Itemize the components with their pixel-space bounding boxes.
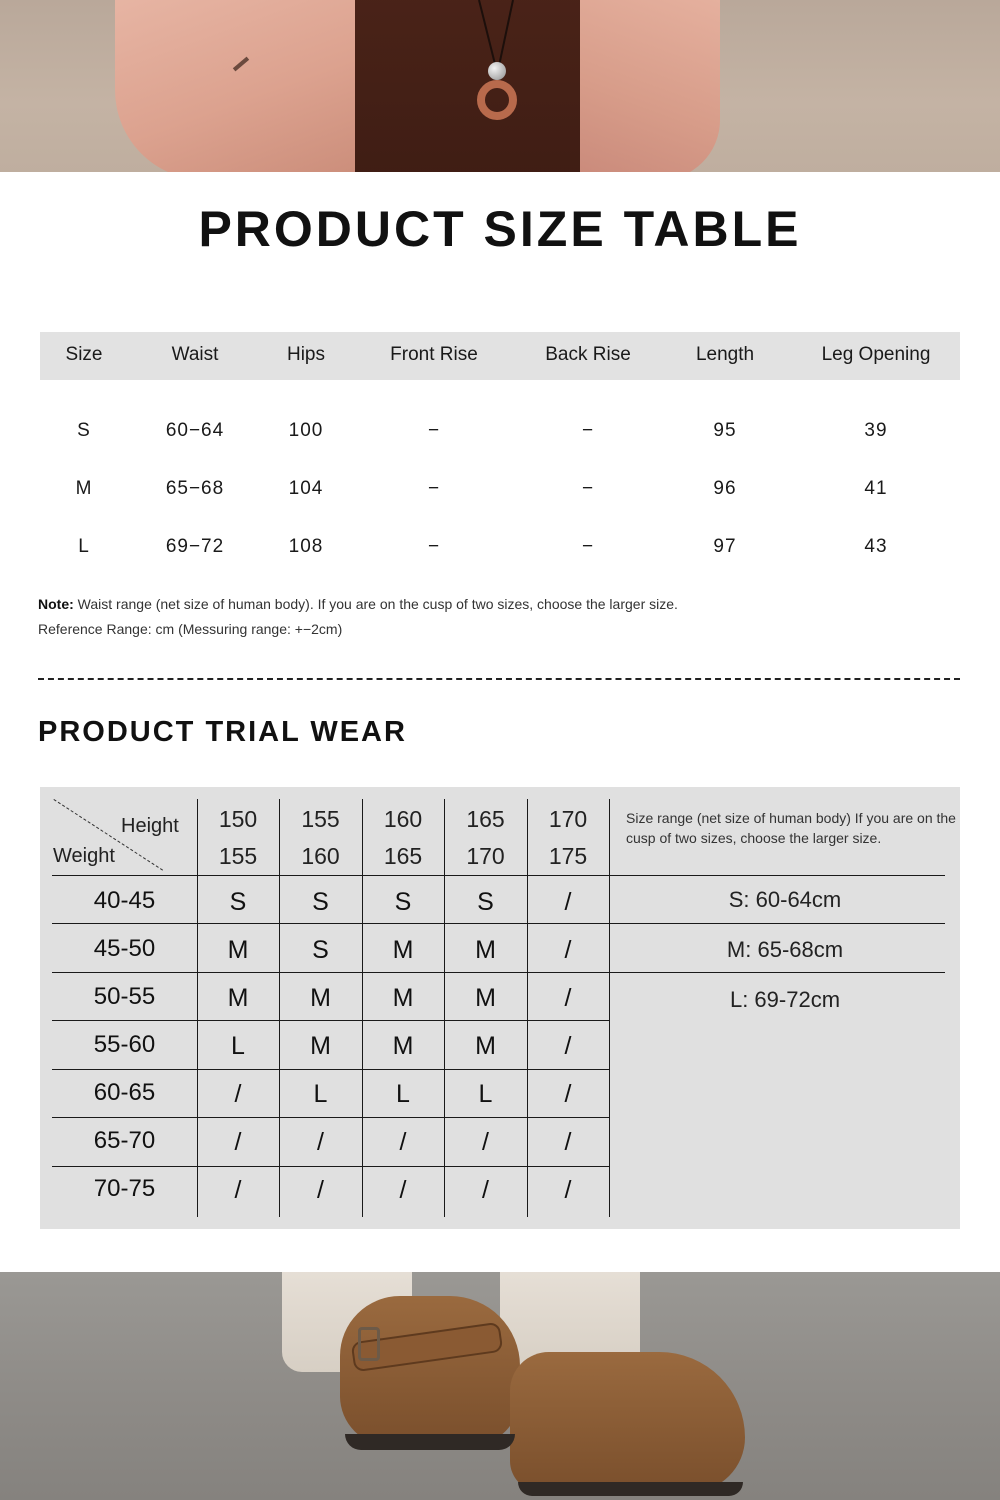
note-label: Note: [38,596,74,612]
size-cell: / [234,1176,242,1204]
length-cell: 96 [713,478,737,499]
size-cell: / [234,1128,242,1156]
row-divider [52,1117,609,1118]
size-cell: S [312,888,329,916]
header-leg-opening: Leg Opening [821,344,931,365]
size-range-note: Size range (net size of human body) If you are on the cusp of two sizes, choose the larger size. [626,810,956,846]
height-to: 170 [466,843,505,869]
clog-sole-left [345,1434,515,1450]
header-size: Size [65,344,103,365]
size-cell: M [392,936,414,964]
size-cell: L [78,536,90,557]
header-front-rise: Front Rise [390,344,478,365]
size-cell: / [564,1032,572,1060]
height-to: 165 [383,843,423,869]
size-note [38,596,678,612]
note-text: Waist range (net size of human body). If you are on the cusp of two sizes, choose the larger size. [77,596,678,612]
size-cell: M [475,1032,496,1060]
size-cell: M [227,936,249,964]
size-cell: M [475,984,496,1012]
height-from: 160 [383,806,423,832]
size-cell: M [310,984,331,1012]
leg-opening-cell: 39 [864,420,888,441]
header-waist: Waist [171,344,219,365]
range-m: M: 65-68cm [726,937,844,962]
back-rise-cell: − [581,536,595,557]
size-cell: / [399,1176,407,1204]
front-rise-cell: − [427,420,441,441]
size-cell: / [482,1128,489,1156]
necklace-pendant [477,80,517,120]
size-table-header [40,332,960,380]
hips-cell: 104 [288,478,324,499]
height-header [197,801,279,875]
weight-cell: 45-50 [93,935,156,962]
size-cell: / [399,1128,407,1156]
corner-weight-label: Weight [53,845,115,867]
header-hips: Hips [286,344,325,365]
weight-cell: 50-55 [93,983,156,1010]
size-cell: L [231,1032,245,1060]
size-cell: / [564,984,572,1012]
reference-range-note: Reference Range: cm (Messuring range: +−2cm) [38,621,343,637]
size-cell: / [317,1176,324,1204]
size-cell: S [229,888,247,916]
size-cell: / [482,1176,489,1204]
leg-opening-cell: 41 [864,478,888,499]
size-cell: / [234,1080,242,1108]
height-from: 155 [301,806,340,832]
clog-sole-right [518,1482,743,1496]
trial-wear-table [40,787,960,1229]
section-divider [38,678,960,680]
brown-top [355,0,580,172]
size-cell: / [564,1176,572,1204]
necklace-bead [488,62,506,80]
clog-left [340,1296,520,1446]
size-cell: / [317,1128,324,1156]
row-divider [52,923,945,924]
height-header [444,801,527,875]
size-cell: S [477,888,494,916]
length-cell: 97 [713,536,737,557]
size-cell: S [394,888,412,916]
height-from: 150 [218,806,258,832]
row-divider [52,1069,609,1070]
row-divider [52,875,945,876]
size-cell: S [312,936,329,964]
size-cell: M [310,1032,331,1060]
size-cell: / [564,936,572,964]
height-from: 170 [548,806,588,832]
length-cell: 95 [713,420,737,441]
size-cell: / [564,888,572,916]
weight-cell: 40-45 [93,887,156,914]
size-cell: M [75,478,93,499]
front-rise-cell: − [427,478,441,499]
weight-cell: 55-60 [93,1031,156,1058]
page-title: PRODUCT SIZE TABLE [198,201,802,257]
height-header [279,801,362,875]
range-l: L: 69-72cm [729,987,841,1012]
coat-left-panel [115,0,390,172]
size-cell: L [313,1080,328,1108]
clog-right [510,1352,745,1492]
size-cell: M [227,984,249,1012]
size-cell: M [392,984,414,1012]
height-header [527,801,609,875]
coat-right-panel [570,0,720,172]
front-rise-cell: − [427,536,441,557]
back-rise-cell: − [581,478,595,499]
weight-cell: 70-75 [93,1175,156,1202]
header-back-rise: Back Rise [545,344,631,365]
size-cell: M [475,936,496,964]
size-cell: L [478,1080,493,1108]
model-photo-top [0,0,1000,172]
range-s: S: 60-64cm [728,887,842,912]
row-divider [52,1166,609,1167]
trial-wear-title: PRODUCT TRIAL WEAR [38,716,407,748]
height-header [362,801,444,875]
leg-opening-cell: 43 [864,536,888,557]
height-to: 175 [548,843,588,869]
back-rise-cell: − [581,420,595,441]
size-cell: / [564,1128,572,1156]
header-length: Length [695,344,755,365]
weight-cell: 60-65 [93,1079,156,1106]
row-divider [52,1020,609,1021]
height-from: 165 [466,806,505,832]
size-cell: S [77,420,91,441]
size-cell: / [564,1080,572,1108]
shoes-photo-bottom [0,1272,1000,1500]
waist-cell: 69−72 [165,536,225,557]
height-to: 155 [218,843,258,869]
waist-cell: 65−68 [165,478,225,499]
size-cell: M [392,1032,414,1060]
hips-cell: 108 [288,536,324,557]
height-to: 160 [301,843,340,869]
waist-cell: 60−64 [165,420,225,441]
corner-height-label: Height [121,815,179,837]
row-divider [52,972,945,973]
size-cell: L [396,1080,410,1108]
weight-cell: 65-70 [93,1127,156,1154]
clog-buckle [358,1327,380,1361]
hips-cell: 100 [288,420,324,441]
